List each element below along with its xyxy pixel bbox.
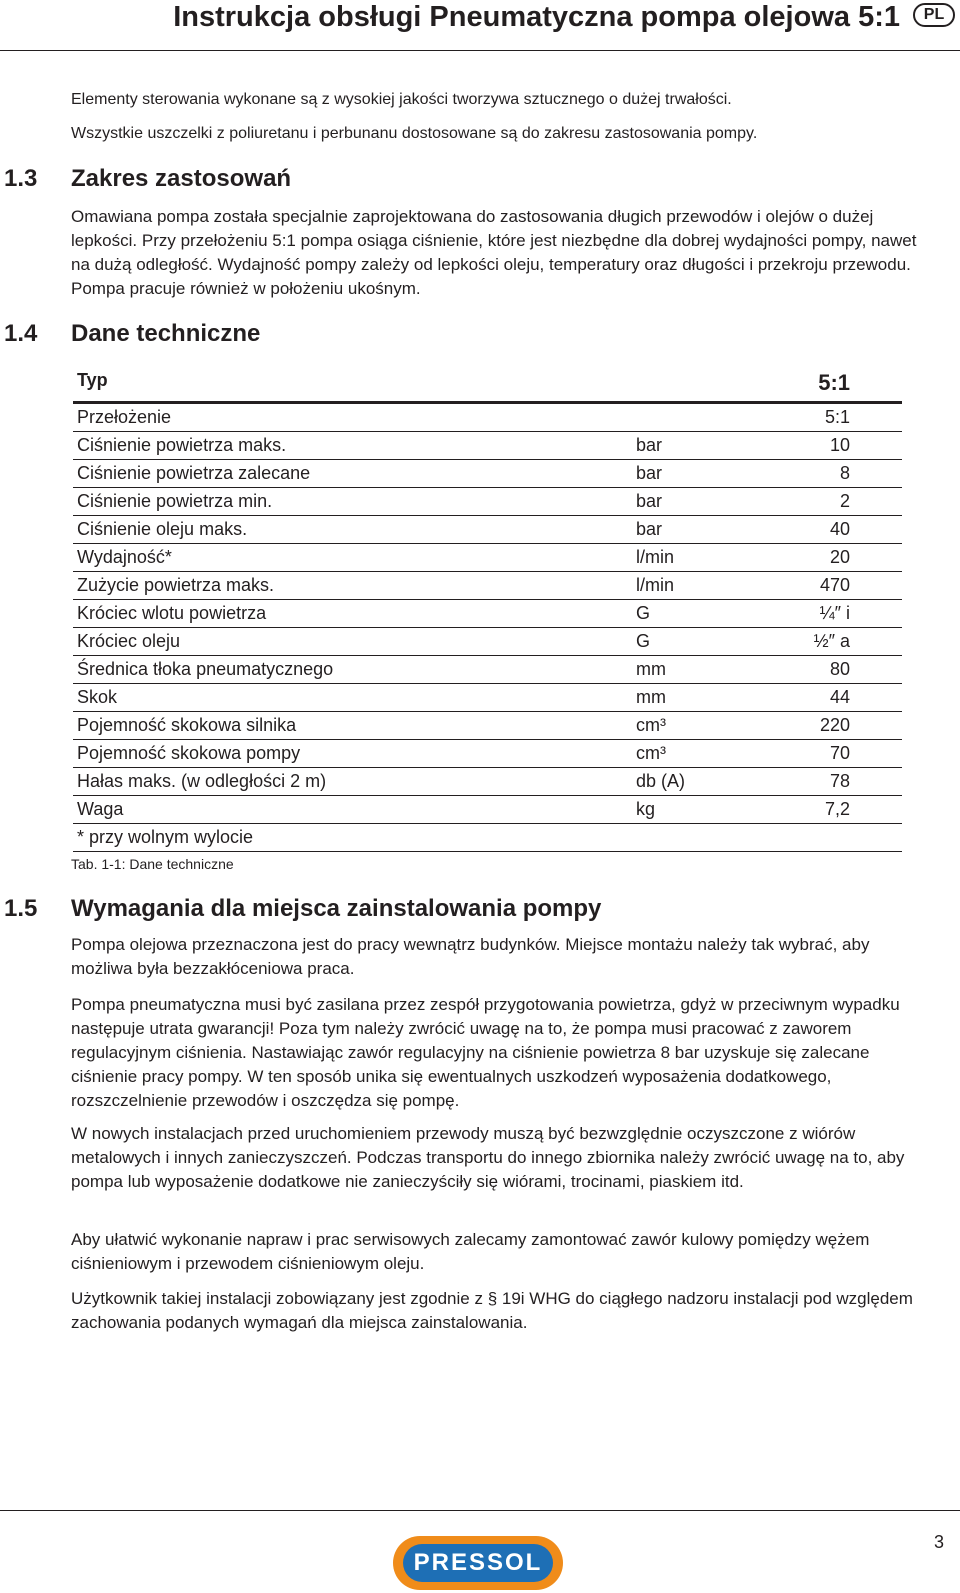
page-title: Instrukcja obsługi Pneumatyczna pompa olejowa 5:1 xyxy=(173,1,900,33)
logo-wordmark: PRESSOL xyxy=(403,1544,553,1582)
row-value: ¼″ i xyxy=(819,603,850,623)
table-row xyxy=(73,824,902,852)
row-unit: db (A) xyxy=(636,771,686,791)
table-row xyxy=(73,656,902,684)
section-number: 1.5 xyxy=(4,895,38,922)
section-heading: Dane techniczne xyxy=(71,320,261,347)
table-body xyxy=(73,404,902,852)
paragraph: Użytkownik takiej instalacji zobowiązany jest zgodnie z § 19i WHG do ciągłego nadzoru instalacji pod względem zachowania podanych wymagań dla miejsca zainstalowania. xyxy=(71,1289,913,1332)
row-value: 70 xyxy=(829,743,850,763)
table-row xyxy=(73,432,902,460)
row-value: 10 xyxy=(829,435,850,455)
table-row xyxy=(73,740,902,768)
section-number: 1.4 xyxy=(4,320,38,347)
table-row xyxy=(73,460,902,488)
section-body: Omawiana pompa została specjalnie zaprojektowana do zastosowania długich przewodów i olejów o dużej lepkości. Przy przełożeniu 5:1 pompa osiąga ciśnienie, które jest niezbędne dla dobrej wydajności pompy, nawet na dużą odległość. Wydajność pompy zależy od lepkości oleju, temperatury oraz długości i przekroju przewodu. Pompa pracuje również w położeniu ukośnym. xyxy=(71,207,917,298)
row-label: Zużycie powietrza maks. xyxy=(77,575,275,595)
row-value: 7,2 xyxy=(824,799,850,819)
row-value: 20 xyxy=(829,547,850,567)
row-label: Wydajność* xyxy=(77,547,172,567)
row-label: Ciśnienie powietrza zalecane xyxy=(77,463,311,483)
row-label: Pojemność skokowa silnika xyxy=(77,715,297,735)
table-row xyxy=(73,796,902,824)
page-number: 3 xyxy=(933,1532,944,1552)
intro-line-2: Wszystkie uszczelki z poliuretanu i perbunanu dostosowane są do zakresu zastosowania pompy. xyxy=(71,125,758,142)
row-label: Hałas maks. (w odległości 2 m) xyxy=(77,771,327,791)
row-value: 8 xyxy=(839,463,850,483)
row-label: Króciec wlotu powietrza xyxy=(77,603,267,623)
row-value: 220 xyxy=(819,715,850,735)
table-row xyxy=(73,572,902,600)
row-value: ½″ a xyxy=(813,631,850,651)
row-value: 78 xyxy=(829,771,850,791)
row-unit: bar xyxy=(636,435,663,455)
row-unit: mm xyxy=(636,687,666,707)
paragraph: Pompa olejowa przeznaczona jest do pracy wewnątrz budynków. Miejsce montażu należy tak wybrać, aby możliwa była bezzakłóceniowa praca. xyxy=(71,935,870,978)
footer-divider xyxy=(0,1510,960,1511)
row-label: Waga xyxy=(77,799,124,819)
intro-line-1: Elementy sterowania wykonane są z wysokiej jakości tworzywa sztucznego o dużej trwałości. xyxy=(71,91,732,108)
row-unit: l/min xyxy=(636,575,675,595)
table-header xyxy=(73,366,902,404)
row-label: * przy wolnym wylocie xyxy=(77,827,254,847)
row-label: Pojemność skokowa pompy xyxy=(77,743,301,763)
row-unit: bar xyxy=(636,519,663,539)
row-value: 80 xyxy=(829,659,850,679)
row-unit: cm³ xyxy=(636,715,666,735)
row-label: Ciśnienie powietrza min. xyxy=(77,491,273,511)
table-row xyxy=(73,768,902,796)
row-unit: kg xyxy=(636,799,656,819)
row-unit: l/min xyxy=(636,547,675,567)
row-unit: bar xyxy=(636,463,663,483)
table-header-value: 5:1 xyxy=(818,370,850,395)
row-unit: bar xyxy=(636,491,663,511)
table-row xyxy=(73,628,902,656)
paragraph: Pompa pneumatyczna musi być zasilana przez zespół przygotowania powietrza, gdyż w przeciwnym wypadku następuje utrata gwarancji! Poza tym należy zwrócić uwagę na to, że pompa musi pracować z zaworem regulacyjnym ciśnienia. Nastawiając zawór regulacyjny na ciśnienie powietrza 8 bar uzyskuje się zalecane ciśnienie pracy pompy. W ten sposób unika się ewentualnych uszkodzeń wyposażenia dodatkowego, rozszczelnienie przewodów i oszczędza się pompę. xyxy=(71,995,900,1110)
row-label: Przełożenie xyxy=(77,407,172,427)
table-row xyxy=(73,544,902,572)
paragraph: W nowych instalacjach przed uruchomieniem przewody muszą być bezwzględnie oczyszczone z wiórów metalowych i innych zanieczyszczeń. Podczas transportu do innego zbiornika należy zwrócić uwagę na to, aby pompa lub wyposażenie dodatkowe nie zanieczyściły się wiórami, trocinami, piaskiem itd. xyxy=(71,1124,905,1191)
row-value: 40 xyxy=(829,519,850,539)
row-value: 470 xyxy=(819,575,850,595)
row-label: Średnica tłoka pneumatycznego xyxy=(77,659,334,679)
tech-data-table xyxy=(73,366,902,852)
table-row xyxy=(73,600,902,628)
table-header-label: Typ xyxy=(77,370,108,390)
row-unit: G xyxy=(636,631,651,651)
table-row xyxy=(73,712,902,740)
language-badge: PL xyxy=(913,3,955,27)
row-unit: mm xyxy=(636,659,666,679)
row-unit: G xyxy=(636,603,651,623)
table-row xyxy=(73,488,902,516)
section-heading: Zakres zastosowań xyxy=(71,165,292,192)
row-label: Króciec oleju xyxy=(77,631,181,651)
table-row xyxy=(73,516,902,544)
section-number: 1.3 xyxy=(4,165,38,192)
row-label: Skok xyxy=(77,687,118,707)
table-caption: Tab. 1-1: Dane techniczne xyxy=(71,856,234,872)
table-row xyxy=(73,404,902,432)
row-label: Ciśnienie oleju maks. xyxy=(77,519,248,539)
row-value: 2 xyxy=(839,491,850,511)
section-heading: Wymagania dla miejsca zainstalowania pompy xyxy=(71,895,602,922)
row-value: 44 xyxy=(829,687,850,707)
paragraph: Aby ułatwić wykonanie napraw i prac serwisowych zalecamy zamontować zawór kulowy pomiędzy wężem ciśnieniowym i przewodem ciśnieniowym oleju. xyxy=(71,1230,870,1273)
row-unit: cm³ xyxy=(636,743,666,763)
row-label: Ciśnienie powietrza maks. xyxy=(77,435,287,455)
header-divider xyxy=(0,50,960,51)
table-row xyxy=(73,684,902,712)
row-value: 5:1 xyxy=(824,407,850,427)
pressol-logo xyxy=(393,1536,563,1590)
